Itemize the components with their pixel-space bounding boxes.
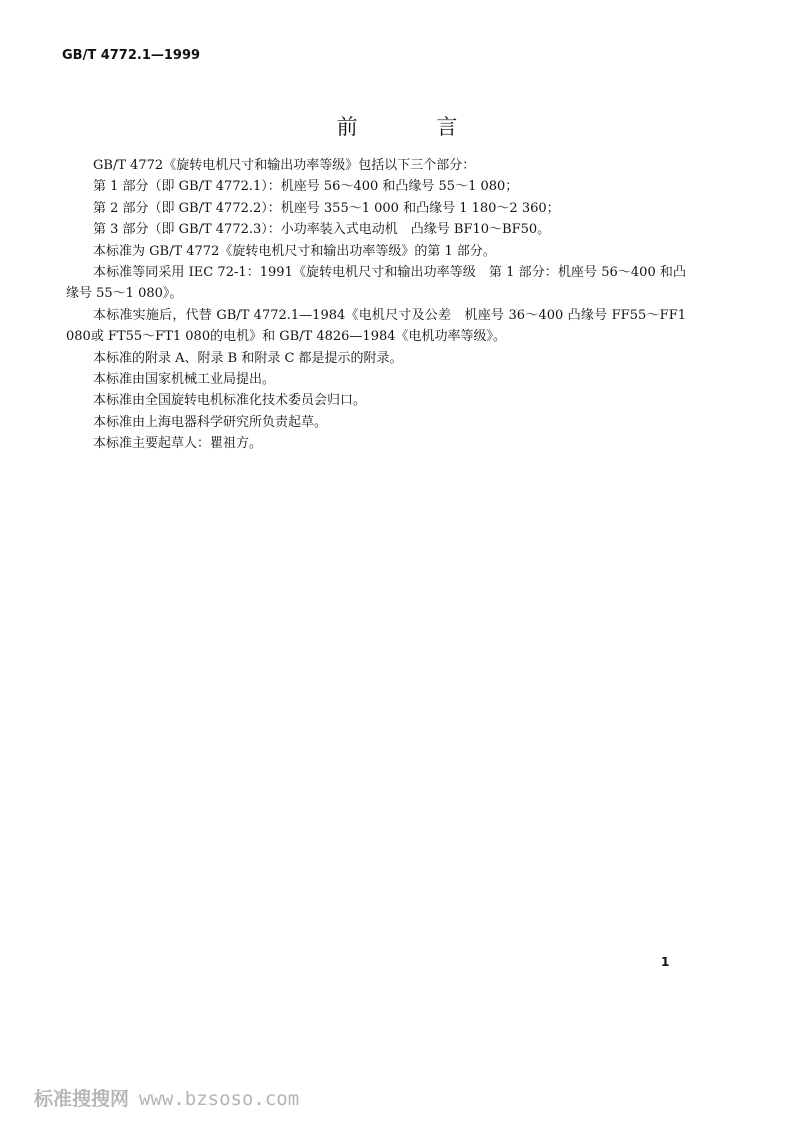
paragraph: 本标准由国家机械工业局提出。: [93, 372, 276, 388]
page-title: 前 言: [336, 115, 494, 139]
paragraph: 本标准实施后，代替 GB/T 4772.1—1984《电机尺寸及公差 机座号 36～400 凸缘号 FF55～FF1 080或 FT55～FT1 080的电机》和 GB/T 4826—1984《电机功率等级》。: [66, 307, 686, 345]
paragraph: 本标准为 GB/T 4772《旋转电机尺寸和输出功率等级》的第 1 部分。: [93, 243, 496, 259]
paragraph: 第 1 部分（即 GB/T 4772.1）：机座号 56～400 和凸缘号 55～1 080；: [93, 179, 519, 195]
paragraph: 第 2 部分（即 GB/T 4772.2）：机座号 355～1 000 和凸缘号 1 180～2 360；: [93, 200, 560, 216]
document-code-header: GB/T 4772.1—1999: [62, 48, 201, 63]
watermark-url: www.bzsoso.com: [139, 1088, 300, 1110]
paragraph: GB/T 4772《旋转电机尺寸和输出功率等级》包括以下三个部分：: [93, 158, 476, 173]
foreword-body: [66, 155, 686, 455]
page-number: 1: [661, 955, 670, 969]
paragraph: 第 3 部分（即 GB/T 4772.3）：小功率装入式电动机 凸缘号 BF10～BF50。: [93, 222, 551, 238]
paragraph: 本标准主要起草人：瞿祖方。: [93, 436, 263, 452]
watermark-text: 标准搜搜网: [34, 1088, 130, 1110]
paragraph: 本标准等同采用 IEC 72-1：1991《旋转电机尺寸和输出功率等级 第 1 部分：机座号 56～400 和凸缘号 55～1 080》。: [66, 265, 686, 302]
paragraph: 本标准由上海电器科学研究所负责起草。: [93, 414, 328, 430]
paragraph: 本标准由全国旋转电机标准化技术委员会归口。: [93, 393, 367, 409]
paragraph: 本标准的附录 A、附录 B 和附录 C 都是提示的附录。: [93, 350, 403, 366]
site-watermark: [34, 1084, 299, 1111]
